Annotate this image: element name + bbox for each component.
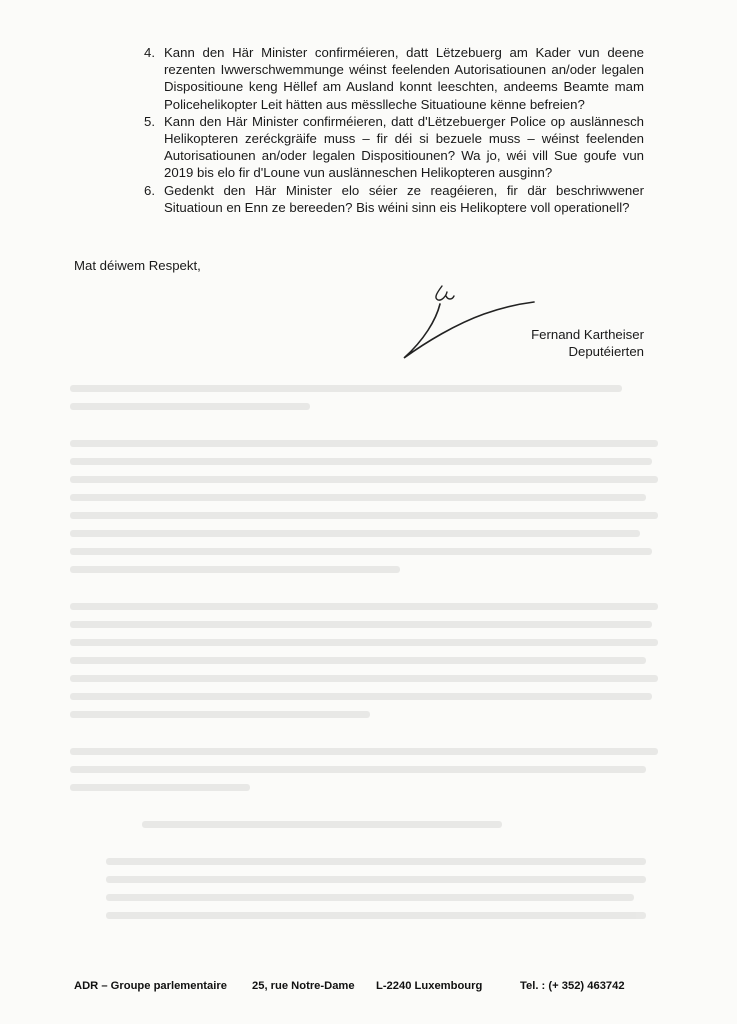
signer-block <box>440 326 644 360</box>
question-list <box>144 44 644 216</box>
footer-phone: Tel. : (+ 352) 463742 <box>520 980 625 992</box>
footer-street: 25, rue Notre-Dame <box>252 980 355 992</box>
closing-salutation: Mat déiwem Respekt, <box>74 258 201 273</box>
question-number: 4. <box>144 45 155 60</box>
page-footer <box>74 980 644 996</box>
question-number: 5. <box>144 113 155 129</box>
signer-name: Fernand Kartheiser <box>531 327 644 342</box>
question-text: Gedenkt den Här Minister elo séier ze reagéieren, fir där beschriwwener Situatioun en Enn ze bereeden? Bis wéini sinn eis Helikoptere voll operationell? <box>164 182 644 215</box>
bleed-through-text <box>70 385 670 945</box>
question-number: 6. <box>144 182 155 198</box>
footer-organization: ADR – Groupe parlementaire <box>74 980 227 992</box>
question-item <box>144 182 644 216</box>
footer-city: L-2240 Luxembourg <box>376 980 483 992</box>
question-item <box>144 44 644 113</box>
question-item <box>144 113 644 182</box>
question-text: Kann den Här Minister confirméieren, datt Lëtzebuerg am Kader vun deene rezenten Iwwerschwemmunge wéinst feelenden Autorisatiounen an/oder legalen Dispositioune keng Hëllef am Ausland konnt leeschten, andeems Beamte mam Policehelikopter Leit hätten aus mësslleche Situatioune kënne befreien? <box>164 45 644 112</box>
question-text: Kann den Här Minister confirméieren, datt d'Lëtzebuerger Police op auslännesch Helikopteren zeréckgräife muss – fir déi si bezuele muss – wéinst feelenden Autorisatiounen an/oder legalen Dispositiounen? Wa jo, wéi vill Sue goufe vun 2019 bis elo fir d'Loune vun auslänneschen Helikopteren ausginn? <box>164 113 644 181</box>
signer-title: Deputéierten <box>568 344 644 360</box>
